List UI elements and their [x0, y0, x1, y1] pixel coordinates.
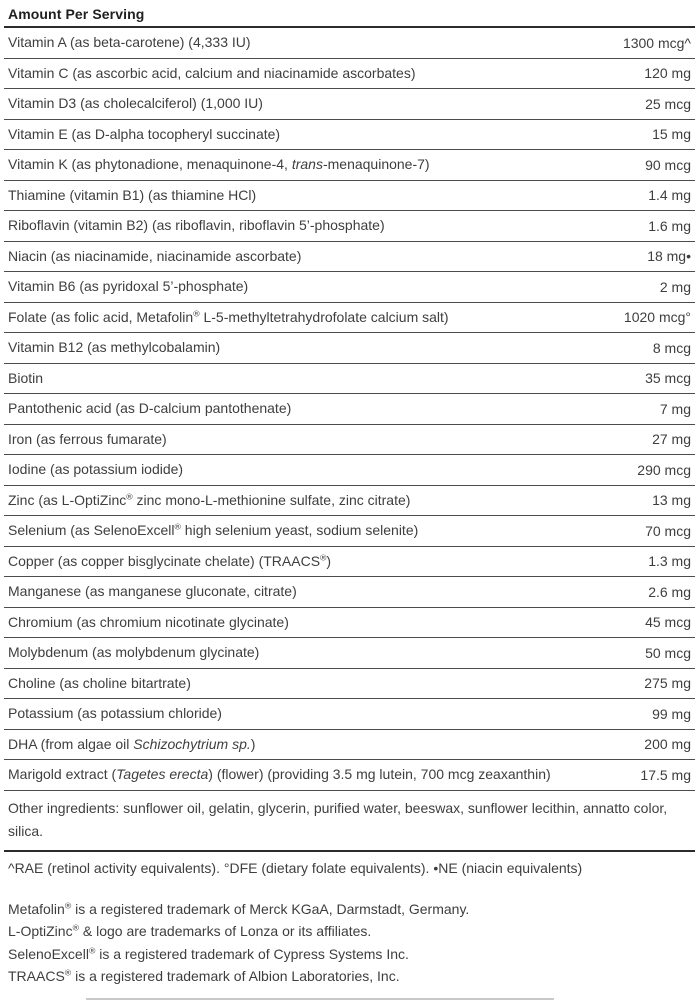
- nutrient-label: Manganese (as manganese gluconate, citrate): [8, 583, 297, 600]
- nutrient-amount: 1.3 mg: [648, 553, 691, 570]
- table-row: [4, 638, 695, 669]
- nutrient-label: Vitamin D3 (as cholecalciferol) (1,000 IU): [8, 95, 263, 112]
- nutrient-amount: 35 mcg: [645, 370, 691, 387]
- nutrient-amount: 7 mg: [659, 400, 691, 417]
- table-row: [4, 394, 695, 425]
- nutrient-amount: 275 mg: [644, 675, 691, 692]
- table-row: [4, 211, 695, 242]
- table-row: [4, 699, 695, 730]
- table-row: [4, 730, 695, 761]
- trademark-notes: [4, 898, 695, 988]
- table-row: [4, 516, 695, 547]
- nutrient-amount: 70 mcg: [645, 522, 691, 539]
- table-row: [4, 669, 695, 700]
- nutrient-label: Riboflavin (vitamin B2) (as riboflavin, riboflavin 5’-phosphate): [8, 217, 385, 234]
- nutrient-label: Molybdenum (as molybdenum glycinate): [8, 644, 260, 661]
- table-row: [4, 577, 695, 608]
- table-row: [4, 89, 695, 120]
- nutrient-amount: 50 mcg: [645, 644, 691, 661]
- nutrient-label: Biotin: [8, 369, 44, 386]
- trademark-line: Metafolin® is a registered trademark of Merck KGaA, Darmstadt, Germany.: [8, 899, 470, 917]
- nutrient-label: Niacin (as niacinamide, niacinamide ascorbate): [8, 247, 302, 264]
- nutrient-label: Vitamin B12 (as methylcobalamin): [8, 339, 221, 356]
- nutrient-label: Iron (as ferrous fumarate): [8, 430, 167, 447]
- nutrient-label: Copper (as copper bisglycinate chelate) (TRAACS®): [8, 552, 332, 569]
- nutrient-label: Folate (as folic acid, Metafolin® L-5-methyltetrahydrofolate calcium salt): [8, 308, 449, 325]
- nutrient-amount: 1.6 mg: [648, 217, 691, 234]
- table-row: [4, 28, 695, 59]
- nutrient-amount: 99 mg: [652, 705, 691, 722]
- nutrient-label: Vitamin C (as ascorbic acid, calcium and niacinamide ascorbates): [8, 64, 416, 81]
- other-ingredients-text: Other ingredients: sunflower oil, gelatin, glycerin, purified water, beeswax, sunflower lecithin, annatto color, silica.: [4, 791, 695, 852]
- nutrient-amount: 17.5 mg: [640, 766, 691, 783]
- nutrient-label: Selenium (as SelenoExcell® high selenium yeast, sodium selenite): [8, 521, 419, 539]
- table-row: [4, 364, 695, 395]
- table-row: [4, 272, 695, 303]
- amount-per-serving-header: Amount Per Serving: [4, 0, 695, 28]
- equivalents-footnote: ^RAE (retinol activity equivalents). °DFE (dietary folate equivalents). •NE (niacin equivalents): [8, 859, 583, 876]
- nutrient-label: Pantothenic acid (as D-calcium pantothenate): [8, 400, 292, 417]
- nutrient-label: Chromium (as chromium nicotinate glycinate): [8, 613, 289, 630]
- table-row: [4, 59, 695, 90]
- nutrient-amount: 45 mcg: [645, 614, 691, 631]
- nutrient-amount: 15 mg: [652, 126, 691, 143]
- nutrient-amount: 2 mg: [659, 278, 691, 295]
- table-row: [4, 150, 695, 181]
- trademark-line: TRAACS® is a registered trademark of Albion Laboratories, Inc.: [8, 967, 400, 984]
- nutrient-amount: 90 mcg: [645, 156, 691, 173]
- nutrient-table: [4, 28, 695, 791]
- table-row: [4, 425, 695, 456]
- nutrient-label: Choline (as choline bitartrate): [8, 674, 191, 691]
- table-row: [4, 486, 695, 517]
- nutrient-label: Vitamin B6 (as pyridoxal 5’-phosphate): [8, 278, 249, 295]
- nutrient-amount: 25 mcg: [645, 95, 691, 112]
- nutrient-amount: 290 mcg: [637, 461, 691, 478]
- table-row: [4, 547, 695, 578]
- nutrient-amount: 8 mcg: [652, 339, 691, 356]
- nutrient-label: Potassium (as potassium chloride): [8, 705, 222, 722]
- table-row: [4, 760, 695, 791]
- trademark-line: L-OptiZinc® & logo are trademarks of Lonza or its affiliates.: [8, 922, 372, 939]
- trademark-line: SelenoExcell® is a registered trademark of Cypress Systems Inc.: [8, 944, 409, 962]
- nutrient-label: Marigold extract (Tagetes erecta) (flower) (providing 3.5 mg lutein, 700 mcg zeaxanthin): [8, 766, 551, 783]
- nutrient-amount: 18 mg•: [647, 248, 691, 265]
- nutrient-amount: 13 mg: [652, 492, 691, 509]
- table-row: [4, 333, 695, 364]
- nutrient-label: Zinc (as L-OptiZinc® zinc mono-L-methionine sulfate, zinc citrate): [8, 491, 411, 508]
- table-row: [4, 455, 695, 486]
- table-row: [4, 608, 695, 639]
- nutrient-amount: 1.4 mg: [648, 187, 691, 204]
- table-row: [4, 303, 695, 334]
- table-row: [4, 181, 695, 212]
- table-row: [4, 120, 695, 151]
- nutrient-amount: 120 mg: [644, 65, 691, 82]
- nutrient-amount: 1300 mcg^: [622, 34, 691, 51]
- nutrient-amount: 2.6 mg: [648, 583, 691, 600]
- nutrient-amount: 1020 mcg°: [623, 309, 691, 326]
- nutrient-amount: 200 mg: [644, 736, 691, 753]
- nutrient-label: Vitamin E (as D-alpha tocopheryl succinate): [8, 125, 281, 142]
- nutrient-label: Vitamin A (as beta-carotene) (4,333 IU): [8, 34, 251, 51]
- nutrient-amount: 27 mg: [652, 431, 691, 448]
- nutrient-label: Iodine (as potassium iodide): [8, 461, 184, 478]
- nutrient-label: DHA (from algae oil Schizochytrium sp.): [8, 735, 256, 752]
- table-row: [4, 242, 695, 273]
- nutrient-label: Thiamine (vitamin B1) (as thiamine HCl): [8, 186, 257, 203]
- nutrient-label: Vitamin K (as phytonadione, menaquinone-4, trans-menaquinone-7): [8, 156, 430, 173]
